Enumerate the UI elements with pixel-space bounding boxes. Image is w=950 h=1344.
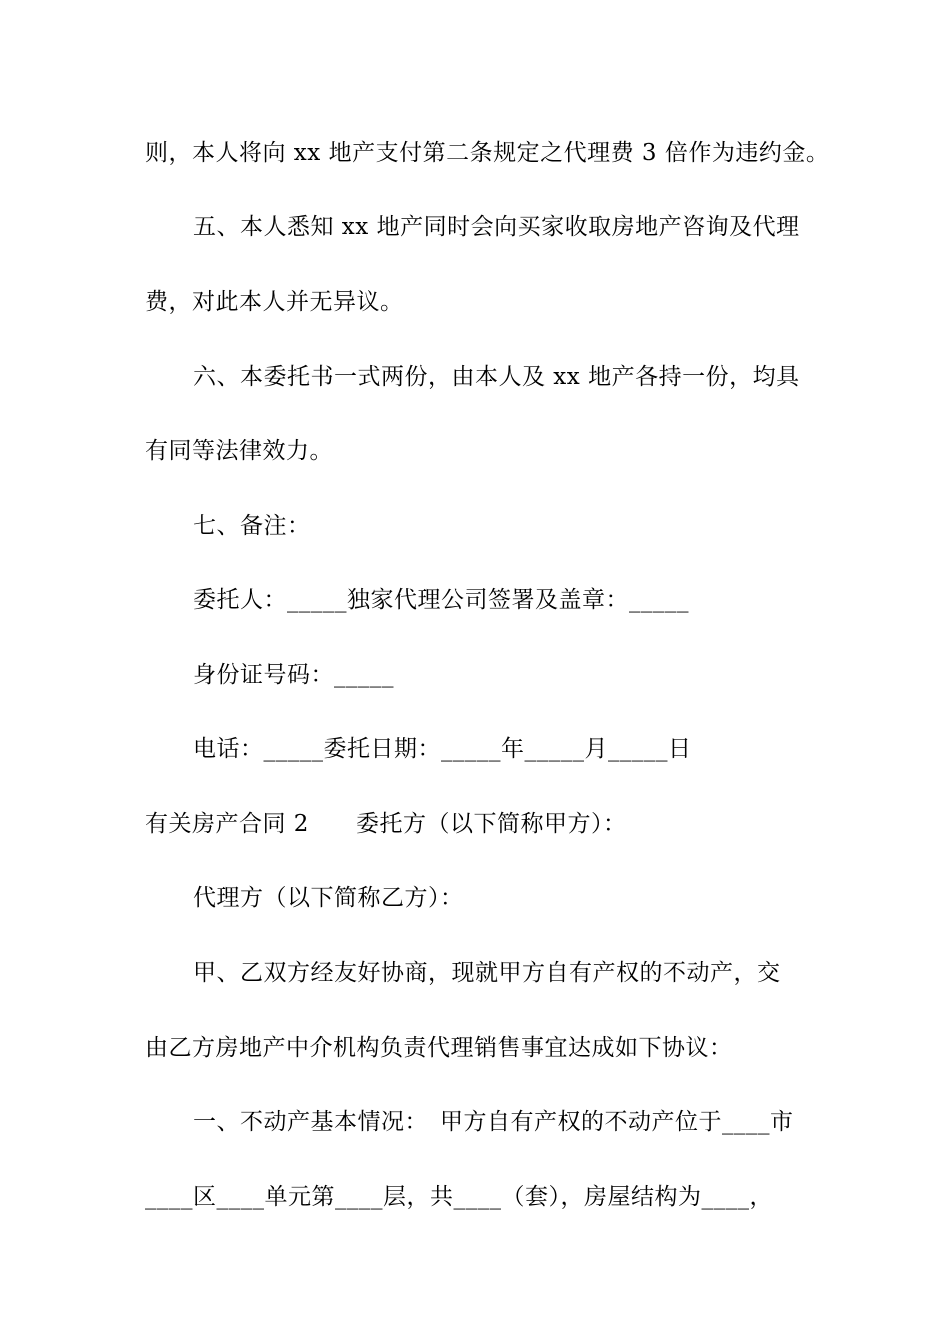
paragraph-line: 甲、乙双方经友好协商，现就甲方自有产权的不动产，交	[193, 960, 781, 986]
paragraph-line: 有同等法律效力。	[145, 438, 333, 464]
paragraph-line: 一、不动产基本情况： 甲方自有产权的不动产位于____市	[193, 1109, 794, 1135]
paragraph-line: 七、备注：	[193, 513, 311, 539]
paragraph-line: 费，对此本人并无异议。	[145, 289, 404, 315]
id-number-line: 身份证号码：_____	[193, 662, 394, 688]
paragraph-line: 则，本人将向 xx 地产支付第二条规定之代理费 3 倍作为违约金。	[145, 140, 830, 166]
paragraph-line: ____区____单元第____层，共____（套），房屋结构为____，	[145, 1184, 773, 1210]
phone-date-line: 电话：_____委托日期：_____年_____月_____日	[193, 736, 692, 762]
paragraph-line: 五、本人悉知 xx 地产同时会向买家收取房地产咨询及代理	[193, 214, 800, 240]
section-heading-line: 有关房产合同 2 委托方（以下简称甲方）：	[145, 811, 627, 837]
paragraph-line: 六、本委托书一式两份，由本人及 xx 地产各持一份，均具	[193, 364, 800, 390]
paragraph-line: 代理方（以下简称乙方）：	[193, 885, 464, 911]
paragraph-line: 由乙方房地产中介机构负责代理销售事宜达成如下协议：	[145, 1035, 733, 1061]
signature-line: 委托人：_____独家代理公司签署及盖章：_____	[193, 587, 689, 613]
